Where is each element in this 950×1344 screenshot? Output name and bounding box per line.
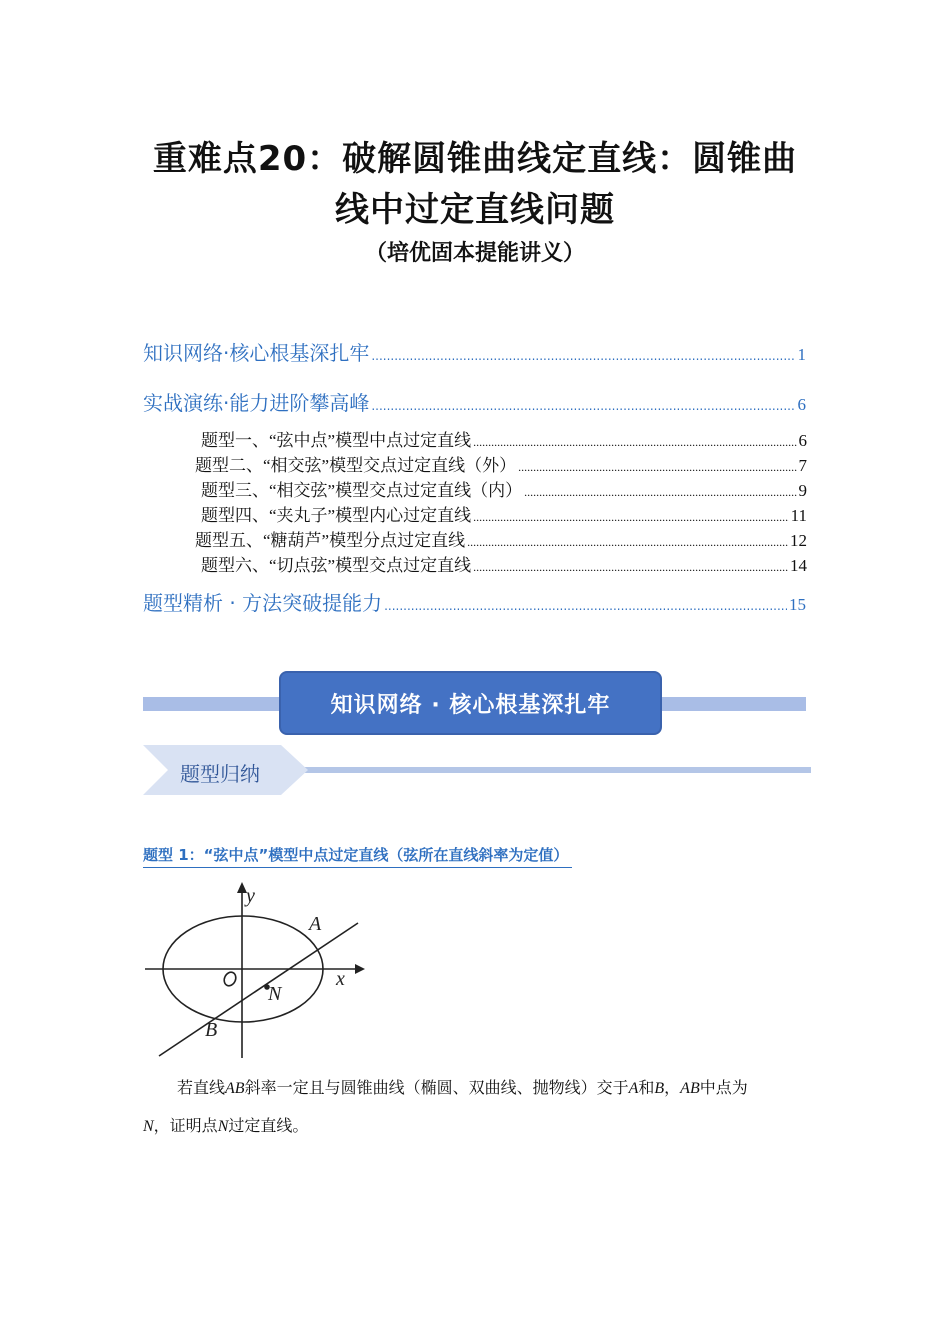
para-text: 若直线 [177,1080,226,1097]
section-band-right [660,697,806,711]
toc-page: 1 [797,345,806,364]
subheading-title: 题型归纳 [180,762,260,786]
toc-label: 知识网络·核心根基深扎牢 [143,341,370,365]
toc-label: 题型六、“切点弦”模型交点过定直线 [201,556,472,575]
math-n: N [143,1118,154,1135]
toc-entry-main[interactable] [143,587,806,616]
para-text: 中点为 [699,1080,748,1097]
toc-leader [473,431,796,451]
toc-label: 题型二、“相交弦”模型交点过定直线（外） [195,456,517,475]
toc-page: 9 [798,481,807,500]
para-text: ，证明点 [153,1118,218,1135]
toc-page: 7 [798,456,807,475]
toc-page: 14 [790,556,807,575]
toc-page: 15 [789,595,806,614]
toc-entry-sub[interactable] [195,451,807,476]
label-n: N [268,983,282,1005]
math-ab: AB [680,1080,700,1097]
toc-leader [467,531,788,551]
line-ab [159,923,358,1056]
toc-entry-sub[interactable] [195,476,807,501]
toc-page: 6 [797,395,806,414]
para-text: 斜率一定且与圆锥曲线（椭圆、双曲线、抛物线）交于 [244,1080,629,1097]
origin-o-icon [222,970,238,987]
toc-leader [371,391,795,415]
subheading-rule [300,767,811,773]
toc-leader [524,481,796,501]
toc-entry-sub[interactable] [195,551,807,576]
toc-entry-main[interactable] [143,337,806,366]
label-b: B [205,1019,218,1041]
toc-entry-sub[interactable] [195,526,807,551]
label-y: y [246,885,255,907]
document-title-line1: 重难点20：破解圆锥曲线定直线：圆锥曲 [152,139,798,179]
section-banner: 知识网络 · 核心根基深扎牢 [279,671,662,735]
toc-label: 题型四、“夹丸子”模型内心过定直线 [201,506,472,525]
toc-leader [518,456,796,476]
x-axis-arrow-icon [355,964,365,974]
para-text: 过定直线。 [228,1118,309,1135]
toc-page: 12 [790,531,807,550]
toc-leader [371,341,795,365]
toc-page: 6 [798,431,807,450]
label-x: x [336,968,345,990]
document-title-line2: 线中过定直线问题 [335,190,615,230]
toc-leader [473,556,788,576]
type1-paragraph [143,1070,806,1146]
toc-label: 题型三、“相交弦”模型交点过定直线（内） [201,481,523,500]
ellipse-figure [143,878,373,1063]
math-a: A [628,1080,639,1097]
type1-heading: 题型 1：“弦中点”模型中点过定直线（弦所在直线斜率为定值） [143,844,572,868]
toc-leader [473,506,789,526]
toc-page: 11 [790,506,807,525]
para-text: 和 [638,1080,655,1097]
para-text: ， [664,1080,681,1097]
toc-label: 实战演练·能力进阶攀高峰 [143,391,370,415]
toc-leader [384,591,787,615]
toc-entry-main[interactable] [143,387,806,416]
math-n: N [217,1118,229,1135]
label-a: A [309,913,322,935]
math-ab: AB [225,1080,245,1097]
toc-entry-sub[interactable] [195,426,807,451]
document-subtitle: （培优固本提能讲义） [364,241,585,266]
toc-entry-sub[interactable] [195,501,807,526]
toc-label: 题型一、“弦中点”模型中点过定直线 [201,431,472,450]
math-b: B [654,1080,665,1097]
section-band-left [143,697,283,711]
toc-label: 题型精析 · 方法突破提能力 [143,591,383,615]
toc-label: 题型五、“糖葫芦”模型分点过定直线 [195,531,466,550]
